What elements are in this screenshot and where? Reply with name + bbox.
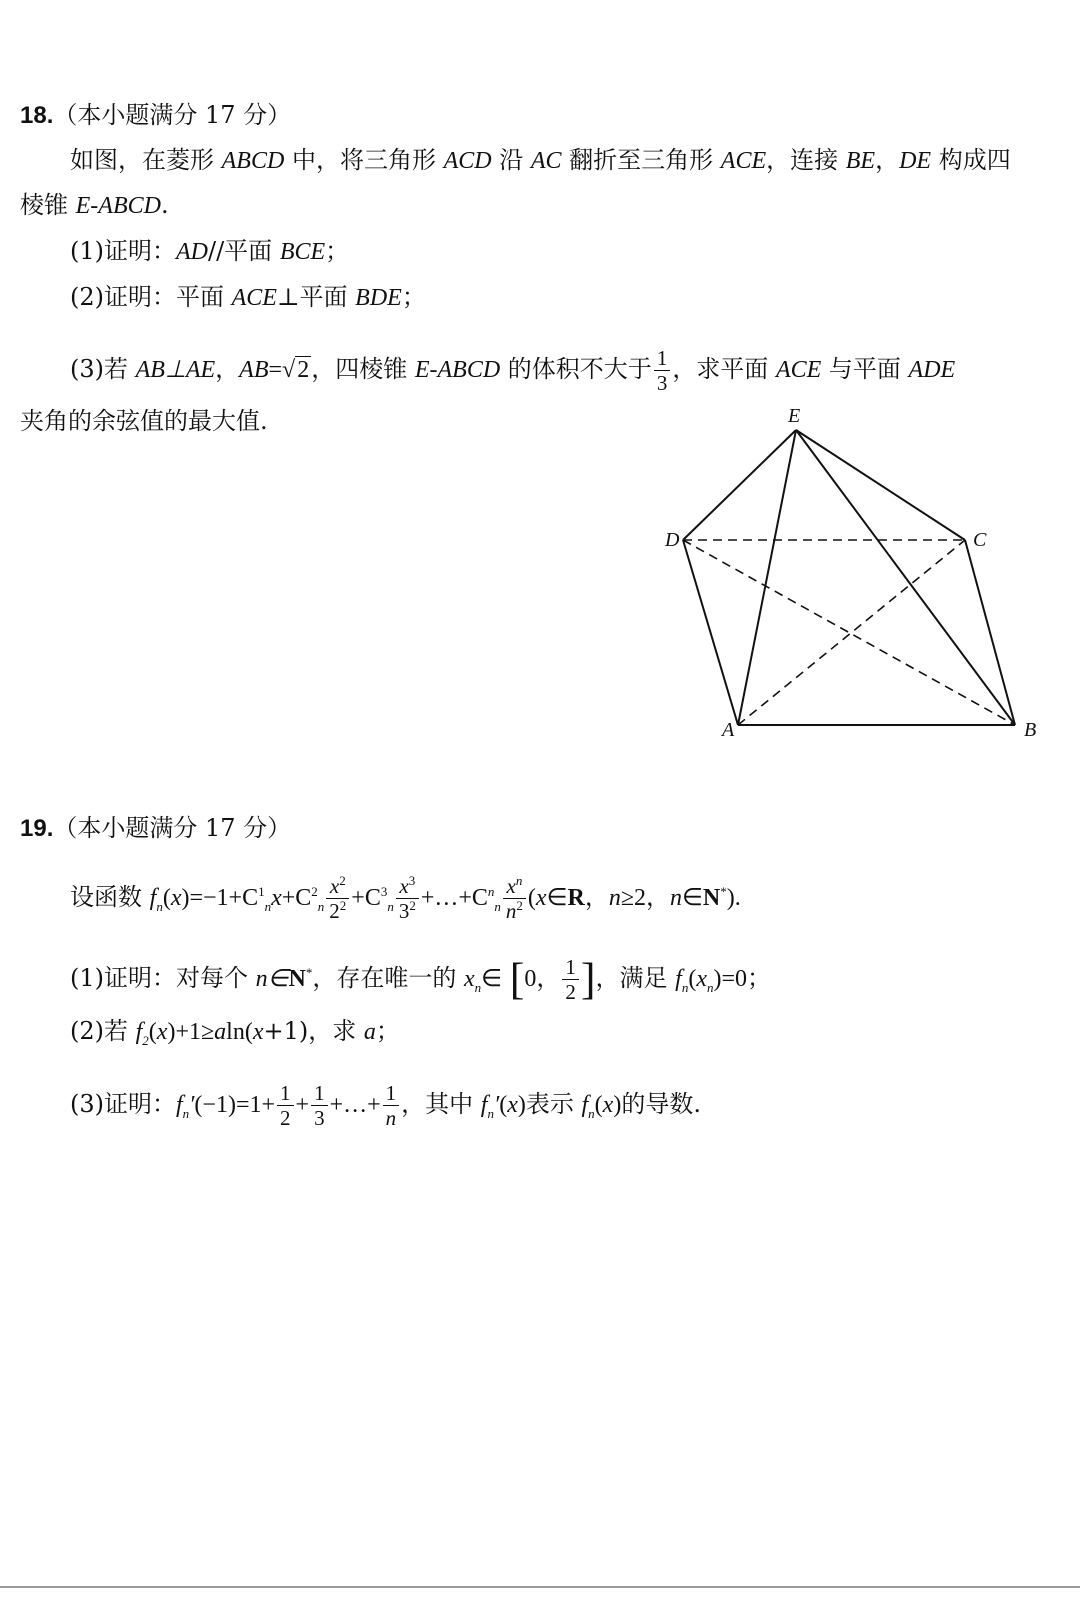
q18-segment-ad: AD (176, 239, 208, 265)
q18-segment-de: DE (899, 148, 932, 174)
q19-definition (70, 874, 741, 923)
q19-number: 19. (20, 815, 54, 842)
q19-f2-arg: (x) (148, 1019, 176, 1045)
q19-fn-prime-x: $f_n'$ (480, 1092, 500, 1121)
q19-left-bracket: [ (509, 954, 525, 1004)
q19-part-2 (70, 1016, 400, 1047)
q19-frac-x2: $\frac{x^2}{2^2}$ (326, 874, 349, 923)
q19-interval-half (562, 955, 579, 1004)
q19-part-1-end: =0； (721, 966, 772, 992)
q18-part-1-text: //平面 (208, 237, 280, 265)
q18-part-3-text: ，求平面 (672, 355, 776, 383)
q18-part-3-text: ， (215, 355, 240, 383)
hidden-diagonal-db (683, 540, 1015, 725)
q19-fn-of-x: $f_n$ (149, 885, 163, 914)
edge-da (683, 540, 738, 725)
q18-intro-text: 构成四 (931, 146, 1011, 174)
hidden-diagonal-ac (738, 540, 965, 725)
q19-cond-n: n (608, 885, 621, 911)
q18-part-1-prefix: (1)证明： (70, 237, 176, 265)
q19-part-2-end-2: ； (375, 1017, 400, 1045)
q18-pyramid-eabcd: E-ABCD (75, 193, 161, 219)
q18-header: （本小题满分 17 分） (53, 101, 292, 129)
q18-rhombus-abcd: ABCD (221, 148, 285, 174)
q19-frac-xn: $\frac{x^n}{n^2}$ (503, 874, 526, 923)
vertex-label-d: D (665, 529, 680, 551)
q18-part-1-end: ； (325, 237, 350, 265)
q18-plane-bde: BDE (355, 285, 402, 311)
q19-part-1-in: ∈ (481, 966, 503, 992)
q19-cond-in: ∈ (546, 885, 568, 911)
q19-def-equals: =−1+ (189, 885, 243, 911)
q18-fraction-den: 3 (656, 371, 668, 395)
q19-part-2-expr: +1≥ (175, 1019, 215, 1045)
q19-plus: + (295, 1092, 310, 1118)
q18-intro-text: ，连接 (766, 146, 846, 174)
q19-half-den: 2 (565, 980, 576, 1004)
q18-triangle-acd: ACD (443, 148, 492, 174)
q19-frac-one-over-n: $\frac{1}{n}$ (383, 1081, 400, 1130)
q19-fn-xn-arg: $(x_n)$ (688, 966, 722, 995)
q19-part-2-end-1: +1)，求 (263, 1017, 364, 1045)
q19-right-bracket: ] (580, 954, 596, 1004)
q18-intro-line-1 (70, 145, 1011, 176)
q18-fraction-num: 1 (654, 346, 671, 371)
q19-fn-x-2-arg: (x) (594, 1092, 622, 1118)
edge-ec (796, 430, 965, 540)
q18-ab-perp-ae: AB⊥AE (135, 357, 216, 383)
q18-part-2-text: ⊥平面 (276, 283, 356, 311)
q19-part-1-text-2: ，满足 (595, 964, 676, 992)
edge-cb (965, 540, 1015, 725)
q19-set-r: R (567, 885, 585, 911)
q19-part-1-prefix: (1)证明：对每个 (70, 964, 256, 992)
q19-part-3-end: 的导数. (621, 1090, 701, 1118)
q19-fn-prime: $f_n'$ (176, 1092, 195, 1121)
q18-part-2 (70, 282, 426, 313)
q18-plane-ade: ADE (908, 357, 956, 383)
q18-intro-text: 翻折至三角形 (561, 146, 721, 174)
q18-part-3-prefix: (3)若 (70, 355, 136, 383)
q18-plane-bce: BCE (279, 239, 326, 265)
pyramid-figure (660, 400, 1060, 750)
q18-sqrt-radicand: 2 (297, 357, 310, 383)
edge-ed (683, 430, 796, 540)
q19-frac-half: $\frac{1}{2}$ (277, 1081, 294, 1130)
q18-segment-ac: AC (530, 148, 562, 174)
q19-part-2-prefix: (2)若 (70, 1017, 136, 1045)
q18-part-2-prefix: (2)证明：平面 (70, 283, 232, 311)
vertex-label-e: E (788, 405, 801, 427)
q19-part-3-prefix: (3)证明： (70, 1090, 176, 1118)
q19-fn-prime-arg: (x) (499, 1092, 526, 1118)
q18-part-3-text: 的体积不大于 (500, 355, 652, 383)
q19-part-1-text: ，存在唯一的 (312, 964, 465, 992)
edge-ea (738, 430, 796, 725)
q18-pyramid-eabcd-2: E-ABCD (414, 357, 501, 383)
q18-plane-ace-2: ACE (775, 357, 822, 383)
q18-part-1 (70, 236, 349, 267)
q19-header-line (20, 813, 291, 844)
q19-frac-third: $\frac{1}{3}$ (311, 1081, 328, 1130)
q19-set-n-star: * (720, 884, 727, 899)
q19-fn-arg: (x) (162, 885, 190, 911)
q18-intro-text: . (160, 191, 169, 219)
q19-interval-zero: 0， (524, 966, 561, 992)
q19-part-3-text: ，其中 (401, 1090, 481, 1118)
q18-part-3-text: 与平面 (821, 355, 909, 383)
q18-fraction-one-third (654, 346, 671, 395)
q18-intro-text: 中，将三角形 (284, 146, 444, 174)
q19-def-prefix: 设函数 (70, 883, 150, 911)
pyramid-svg (660, 400, 1060, 750)
q19-half-num: 1 (562, 955, 579, 980)
q19-cond-open: ( (527, 885, 536, 911)
q19-n-in: n∈ (255, 966, 289, 992)
q19-header: （本小题满分 17 分） (53, 814, 292, 842)
q19-f2: $f_2$ (135, 1019, 149, 1048)
q19-part-3 (70, 1081, 701, 1130)
q18-sqrt-two: √2 (282, 357, 310, 383)
q18-intro-text: 棱锥 (20, 191, 76, 219)
q18-part-3-text: ，四棱锥 (311, 355, 415, 383)
vertex-label-b: B (1024, 719, 1037, 741)
q19-cond-n2: n (670, 885, 682, 911)
q19-set-n: N (702, 885, 721, 911)
q19-term-3: $+C^3_n$ (351, 884, 394, 914)
q19-term-1: $C^1_nx+C^2_n$ (242, 884, 325, 914)
q18-segment-be: BE (845, 148, 876, 174)
q19-fn-x-2: $f_n$ (581, 1092, 595, 1121)
q19-cond-x: x (535, 885, 547, 911)
q18-intro-text: 沿 (491, 146, 531, 174)
q18-segment-ab: AB (239, 357, 269, 383)
q18-triangle-ace: ACE (720, 148, 767, 174)
q18-part-3 (70, 346, 955, 395)
q19-fn-xn: $f_n$ (675, 966, 689, 995)
q18-equals: = (268, 357, 283, 383)
q19-part-1-set-n: N (288, 966, 306, 992)
q19-term-n: $+\dots+C^n_n$ (420, 884, 501, 914)
q19-ln: ln( (226, 1019, 253, 1045)
q18-part-3-cont-text: 夹角的余弦值的最大值. (20, 407, 268, 435)
q19-frac-x3: $\frac{x^3}{3^2}$ (396, 874, 419, 923)
q18-part-3-cont (20, 406, 268, 436)
vertex-label-a: A (722, 719, 735, 741)
q19-part-3-text-2: 表示 (525, 1090, 582, 1118)
vertex-label-c: C (973, 529, 987, 551)
q19-ln-x: x (252, 1019, 264, 1045)
q18-intro-text: 如图，在菱形 (70, 146, 222, 174)
q19-part-1-star: * (305, 965, 313, 980)
q19-xn: $x_n$ (464, 966, 482, 995)
q19-cond-in2: ∈ (682, 885, 703, 911)
q18-number: 18. (20, 102, 54, 129)
q19-cond-close: ). (726, 885, 741, 911)
q19-part-3-eq: (−1)=1+ (194, 1092, 276, 1118)
q18-intro-text: ， (875, 146, 900, 174)
edge-eb (796, 430, 1015, 725)
q19-param-a: a (214, 1019, 227, 1045)
q18-intro-line-2 (20, 190, 169, 221)
q19-param-a-2: a (363, 1019, 376, 1045)
q18-plane-ace: ACE (231, 285, 277, 311)
q18-header-line (20, 100, 291, 131)
q19-cond-comma: ， (584, 883, 609, 911)
q19-plus-dots: +…+ (329, 1092, 381, 1118)
q19-cond-geq: ≥2， (620, 885, 670, 911)
footer-rule (0, 1586, 1080, 1588)
q18-part-2-end: ； (401, 283, 426, 311)
q19-part-1 (70, 955, 771, 1004)
